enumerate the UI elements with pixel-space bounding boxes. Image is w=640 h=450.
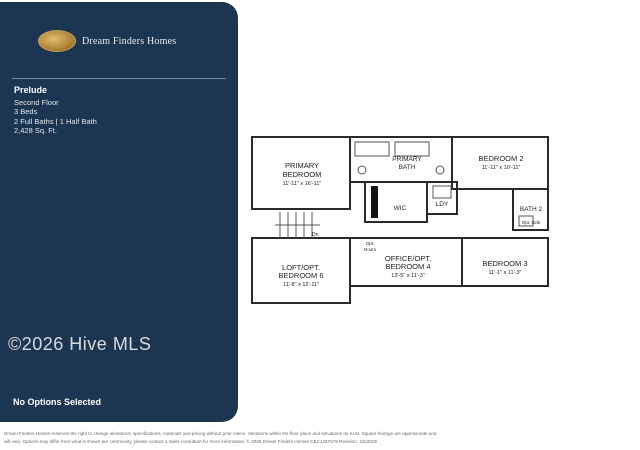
stairs-down-label: Dn: [312, 232, 319, 238]
room-loft-name-line2: BEDROOM 6: [278, 271, 324, 280]
plan-baths: 2 Full Baths | 1 Half Bath: [14, 116, 97, 126]
room-primary-bedroom-dims: 11'-11" x 16'-11": [282, 181, 322, 187]
mls-watermark: ©2026 Hive MLS: [8, 334, 152, 354]
header-divider: [12, 78, 226, 79]
room-bedroom-2-name: BEDROOM 2: [478, 154, 524, 163]
room-bath-2-name: BATH 2: [519, 206, 543, 213]
wall-bedroom-2: [452, 137, 548, 189]
options-status: No Options Selected: [13, 397, 102, 407]
room-loft-dims: 11'-8" x 12'-11": [282, 282, 320, 288]
plan-name: Prelude: [14, 85, 48, 95]
wic-shelf: [371, 186, 378, 218]
room-office-dims: 13'-5" x 11'-3": [391, 273, 425, 279]
room-primary-bedroom-name-line2: BEDROOM: [282, 170, 322, 179]
plan-details: [14, 98, 97, 136]
room-office-name: OFFICE/OPT.: [384, 254, 432, 263]
room-primary-bath-name-line2: BATH: [398, 164, 416, 171]
room-primary-bath-name: PRIMARY: [392, 156, 422, 163]
room-office-name-line2: BEDROOM 4: [385, 262, 431, 271]
room-bedroom-3-dims: 11'-1" x 11'-3": [488, 270, 522, 276]
brand-seal-icon: [38, 30, 76, 52]
plan-info-panel: [0, 2, 238, 422]
plan-beds: 3 Beds: [14, 107, 38, 117]
room-wic-name: WIC: [393, 205, 407, 212]
floor-plan-drawing: [245, 130, 555, 305]
plan-area: 2,428 Sq. Ft.: [14, 126, 57, 136]
legal-disclaimer: [4, 430, 636, 445]
office-note-doors: Doors: [363, 247, 377, 252]
brand-logo: [38, 30, 176, 52]
brand-name: Dream Finders Homes: [82, 35, 177, 47]
disclaimer-line-1: Dream Finders Homes reserves the right to change elevations, specifications, materials and pricing without prior notice. Variations within the floor plans and elevations do exist. Square footage are approximate and: [4, 431, 437, 436]
room-bath-2-note: Opt. Sink: [521, 220, 541, 225]
office-note-opt: Opt.: [365, 241, 375, 246]
room-ldy-name: LDY: [435, 201, 449, 208]
room-primary-bedroom-name: PRIMARY: [284, 161, 320, 170]
room-bedroom-3-name: BEDROOM 3: [482, 259, 528, 268]
room-loft-name: LOFT/OPT.: [282, 263, 320, 272]
plan-floor: Second Floor: [14, 98, 59, 107]
room-bedroom-2-dims: 11'-11" x 10'-11": [481, 165, 521, 171]
disclaimer-line-2: will vary. Options may differ from what is shown per community, please contact a sales consultant for more information. © 2026 Dream Finders Homes CBC1257579 Revision: 1/5/2026: [4, 438, 378, 444]
